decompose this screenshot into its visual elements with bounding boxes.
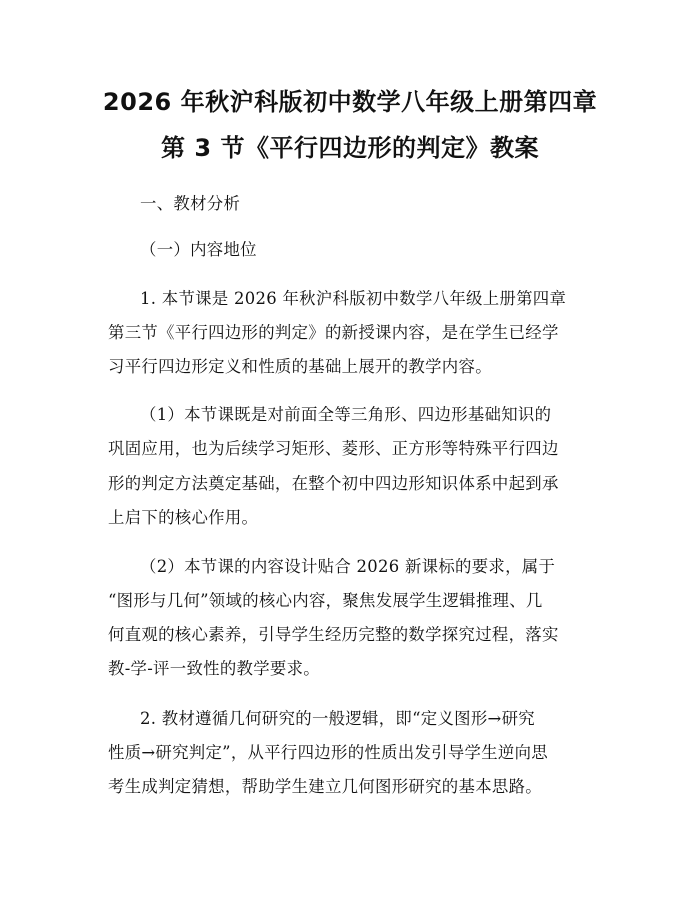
subsection-heading: （一）内容地位 (140, 240, 257, 259)
paragraph-1-line: 1. 本节课是 2026 年秋沪科版初中数学八年级上册第四章 (140, 289, 567, 308)
paragraph-1-line: 第三节《平行四边形的判定》的新授课内容，是在学生已经学 (108, 323, 559, 342)
paragraph-1-line: 习平行四边形定义和性质的基础上展开的教学内容。 (108, 357, 492, 376)
paragraph-3-line: “图形与几何”领域的核心内容，聚焦发展学生逻辑推理、几 (108, 591, 543, 610)
paragraph-4-line: 2. 教材遵循几何研究的一般逻辑，即“定义图形→研究 (140, 709, 535, 728)
section-heading: 一、教材分析 (140, 194, 241, 213)
paragraph-2-line: 巩固应用，也为后续学习矩形、菱形、正方形等特殊平行四边 (108, 439, 559, 458)
paragraph-4-line: 性质→研究判定”，从平行四边形的性质出发引导学生逆向思 (108, 743, 548, 762)
document-title-line-1: 2026 年秋沪科版初中数学八年级上册第四章 (102, 88, 598, 116)
paragraph-2-line: 上启下的核心作用。 (108, 508, 259, 527)
paragraph-2-line: （1）本节课既是对前面全等三角形、四边形基础知识的 (140, 405, 552, 424)
document-title-line-2: 第 3 节《平行四边形的判定》教案 (161, 134, 539, 162)
paragraph-3-line: （2）本节课的内容设计贴合 2026 新课标的要求，属于 (140, 557, 556, 576)
paragraph-4-line: 考生成判定猜想，帮助学生建立几何图形研究的基本思路。 (108, 777, 542, 796)
paragraph-2-line: 形的判定方法奠定基础，在整个初中四边形知识体系中起到承 (108, 474, 559, 493)
paragraph-3-line: 何直观的核心素养，引导学生经历完整的数学探究过程，落实 (108, 625, 559, 644)
paragraph-3-line: 教-学-评一致性的教学要求。 (108, 659, 320, 678)
